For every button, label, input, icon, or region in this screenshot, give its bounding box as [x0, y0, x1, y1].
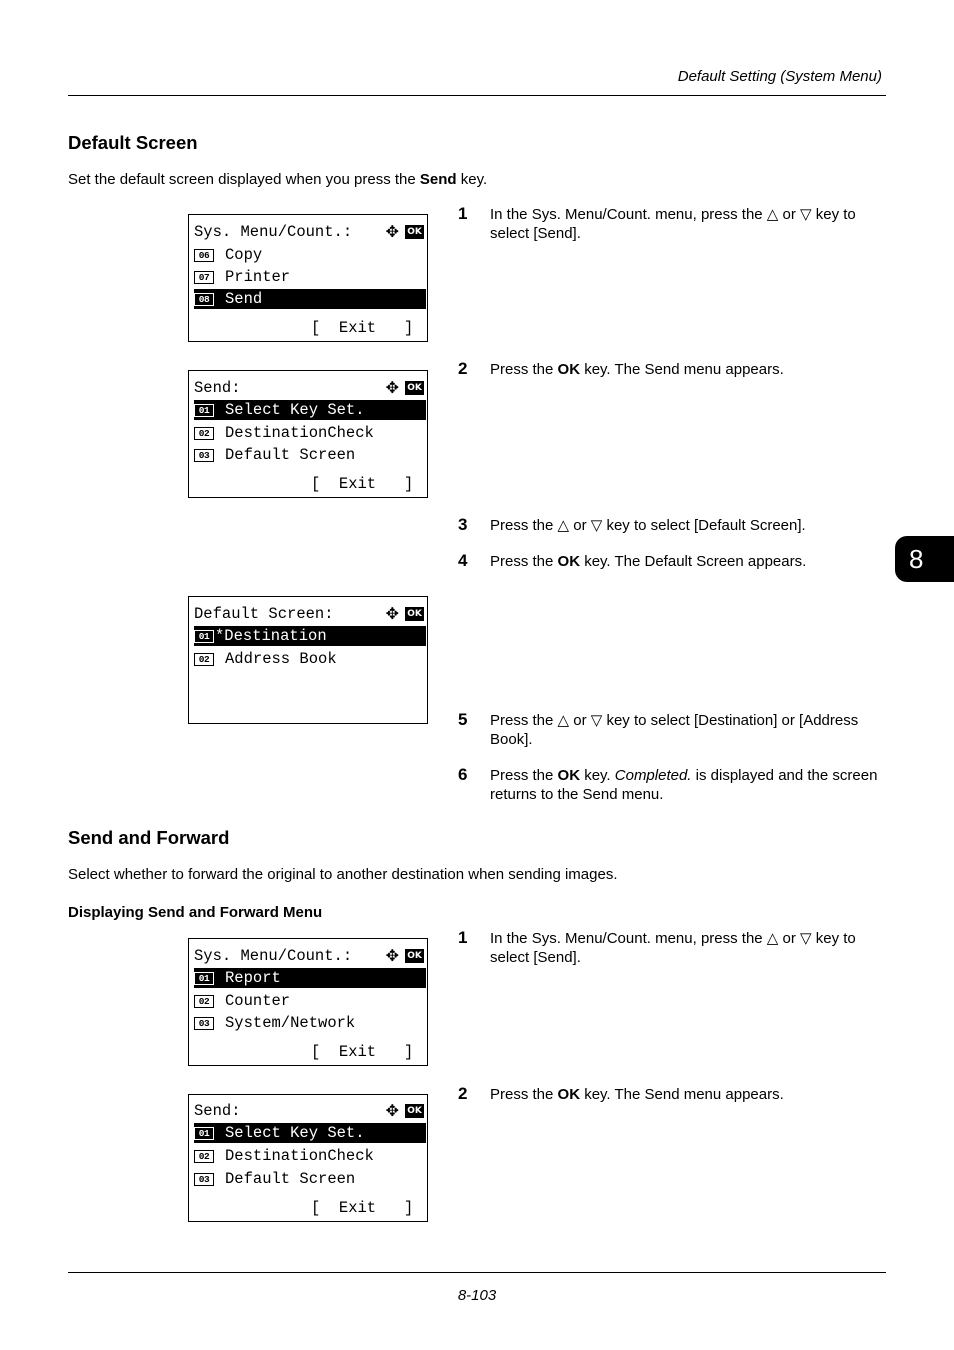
ok-key-icon: OK	[405, 225, 424, 239]
step-text: Press the △ or ▽ key to select [Default Screen].	[490, 517, 806, 534]
section-heading-default-screen: Default Screen	[68, 132, 198, 153]
exit-softkey: [ Exit ]	[311, 1199, 414, 1217]
running-header: Default Setting (System Menu)	[677, 68, 882, 85]
ok-key-icon: OK	[405, 1104, 424, 1118]
menu-row: 02 Counter	[194, 991, 426, 1011]
panel-title-row: Send: ✥ OK	[194, 378, 426, 398]
lcd-panel-send	[188, 1094, 428, 1222]
step-text: Press the OK key. The Default Screen appears.	[490, 553, 807, 570]
ok-key-icon: OK	[405, 949, 424, 963]
menu-row: 07 Printer	[194, 267, 426, 287]
step-number: 4	[458, 551, 468, 570]
subheading: Displaying Send and Forward Menu	[68, 904, 323, 921]
menu-row: 03 Default Screen	[194, 1169, 426, 1189]
step-number: 1	[458, 204, 468, 223]
ok-key-icon: OK	[405, 607, 424, 621]
four-way-arrow-icon: ✥	[385, 946, 399, 965]
step-number: 6	[458, 765, 468, 784]
page-number: 8-103	[457, 1287, 497, 1304]
step-number: 5	[458, 710, 468, 729]
step-text: Press the OK key. Completed. is displayed and the screen returns to the Send menu.	[490, 767, 878, 803]
step-text: Press the OK key. The Send menu appears.	[490, 1086, 784, 1103]
lcd-panel-sys-menu	[188, 938, 428, 1066]
section-heading-send-and-forward: Send and Forward	[68, 827, 230, 848]
step-text: In the Sys. Menu/Count. menu, press the △ or ▽ key to select [Send].	[490, 930, 856, 966]
menu-row: 03 System/Network	[194, 1013, 426, 1033]
menu-row-selected: 01 *Destination	[194, 626, 426, 646]
menu-row: 03 Default Screen	[194, 445, 426, 465]
panel-title-row: Default Screen: ✥ OK	[194, 604, 426, 624]
step-number: 2	[458, 359, 468, 378]
four-way-arrow-icon: ✥	[385, 1101, 399, 1120]
step-number: 2	[458, 1084, 468, 1103]
menu-row: 02 Address Book	[194, 649, 426, 669]
ok-key-icon: OK	[405, 381, 424, 395]
exit-softkey: [ Exit ]	[311, 1043, 414, 1061]
menu-row: 02 DestinationCheck	[194, 423, 426, 443]
panel-title-row: Sys. Menu/Count.: ✥ OK	[194, 946, 426, 966]
four-way-arrow-icon: ✥	[385, 604, 399, 623]
menu-row-selected: 01 Select Key Set.	[194, 400, 426, 420]
section-intro: Select whether to forward the original to another destination when sending images.	[68, 866, 618, 883]
menu-row-selected: 01 Select Key Set.	[194, 1123, 426, 1143]
lcd-panel-send	[188, 370, 428, 498]
menu-row: 02 DestinationCheck	[194, 1146, 426, 1166]
menu-row-selected: 01 Report	[194, 968, 426, 988]
four-way-arrow-icon: ✥	[385, 378, 399, 397]
step-number: 3	[458, 515, 468, 534]
panel-title-row: Sys. Menu/Count.: ✥ OK	[194, 222, 426, 242]
menu-row-selected: 08 Send	[194, 289, 426, 309]
footer-rule	[68, 1272, 886, 1273]
chapter-tab: 8	[895, 536, 954, 582]
header-rule	[68, 95, 886, 96]
exit-softkey: [ Exit ]	[311, 319, 414, 337]
step-text: Press the △ or ▽ key to select [Destination] or [Address Book].	[490, 712, 859, 748]
step-text: Press the OK key. The Send menu appears.	[490, 361, 784, 378]
four-way-arrow-icon: ✥	[385, 222, 399, 241]
section-intro: Set the default screen displayed when you press the Send key.	[68, 171, 488, 188]
lcd-panel-sys-menu	[188, 214, 428, 342]
panel-title-row: Send: ✥ OK	[194, 1101, 426, 1121]
exit-softkey: [ Exit ]	[311, 475, 414, 493]
step-number: 1	[458, 928, 468, 947]
lcd-panel-default-screen	[188, 596, 428, 724]
step-text: In the Sys. Menu/Count. menu, press the △ or ▽ key to select [Send].	[490, 206, 856, 242]
menu-row: 06 Copy	[194, 245, 426, 265]
